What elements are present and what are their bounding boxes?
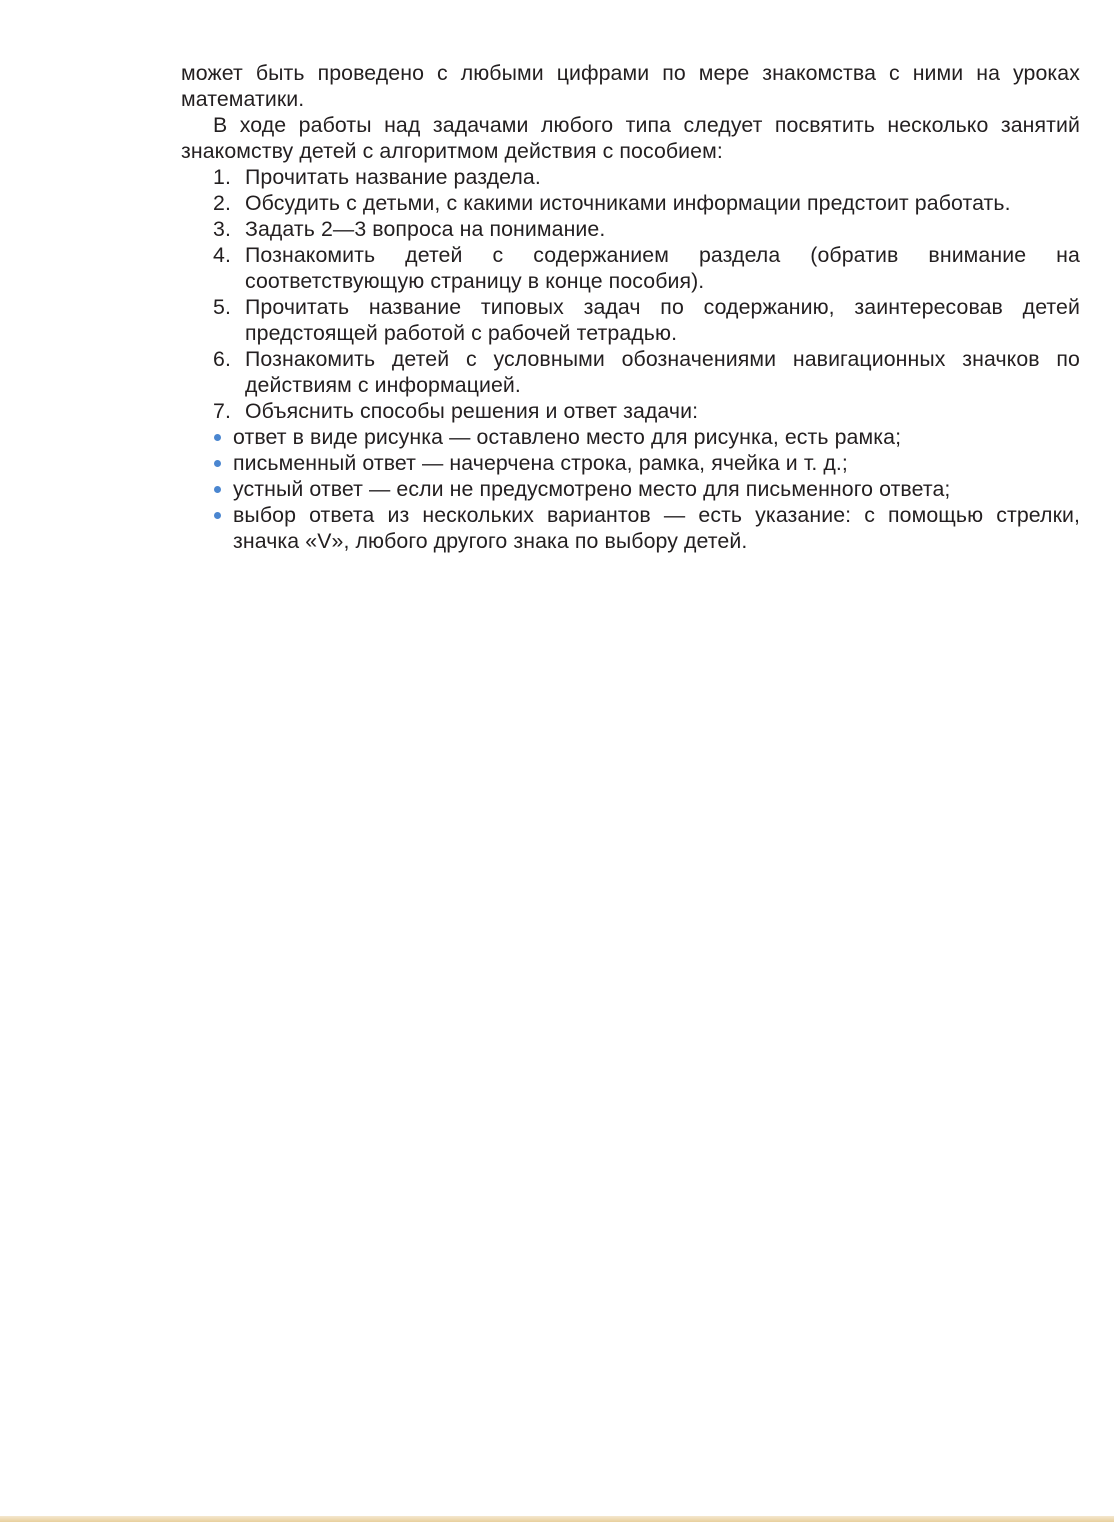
list-item — [181, 164, 1080, 190]
step-text: Задать 2—3 вопроса на понимание. — [245, 217, 606, 241]
bullet-dot-icon — [214, 434, 221, 441]
list-item — [181, 216, 1080, 242]
step-number: 7. — [213, 399, 231, 423]
bullet-text: устный ответ — если не предусмотрено место для письменного ответа; — [233, 477, 951, 501]
list-item — [181, 190, 1080, 216]
list-item — [181, 242, 1080, 294]
step-number: 6. — [213, 347, 231, 371]
step-number: 3. — [213, 217, 231, 241]
bullet-dot-icon — [214, 460, 221, 467]
list-item — [181, 424, 1080, 450]
algorithm-steps-list — [181, 164, 1080, 424]
step-text: Прочитать название типовых задач по содержанию, заинтересовав детей предстоящей работой с рабочей тетрадью. — [245, 295, 1080, 345]
bullet-dot-icon — [214, 486, 221, 493]
bullet-text: письменный ответ — начерчена строка, рамка, ячейка и т. д.; — [233, 451, 848, 475]
list-item — [181, 476, 1080, 502]
step-text: Познакомить детей с содержанием раздела (обратив внимание на соответствующую страницу в конце пособия). — [245, 243, 1080, 293]
list-item — [181, 502, 1080, 554]
step-number: 5. — [213, 295, 231, 319]
step-text: Познакомить детей с условными обозначениями навигационных значков по действиям с информацией. — [245, 347, 1080, 397]
step-text: Объяснить способы решения и ответ задачи: — [245, 399, 699, 423]
list-item — [181, 294, 1080, 346]
step-number: 1. — [213, 165, 231, 189]
bullet-text: выбор ответа из нескольких вариантов — есть указание: с помощью стрелки, значка «V», любого другого знака по выбору детей. — [233, 503, 1080, 553]
step-number: 4. — [213, 243, 231, 267]
step-number: 2. — [213, 191, 231, 215]
list-item — [181, 398, 1080, 424]
step-text: Обсудить с детьми, с какими источниками информации предстоит работать. — [245, 191, 1011, 215]
text-block — [181, 60, 1080, 554]
list-item — [181, 346, 1080, 398]
paragraph-intro: В ходе работы над задачами любого типа следует посвятить несколько занятий знакомству детей с алгоритмом действия с пособием: — [181, 113, 1080, 163]
list-item — [181, 450, 1080, 476]
bullet-text: ответ в виде рисунка — оставлено место для рисунка, есть рамка; — [233, 425, 902, 449]
page-bottom-edge — [0, 1516, 1114, 1522]
paragraph-continuation: может быть проведено с любыми цифрами по мере знакомства с ними на уроках математики. — [181, 61, 1080, 111]
answer-types-list — [181, 424, 1080, 554]
bullet-dot-icon — [214, 512, 221, 519]
step-text: Прочитать название раздела. — [245, 165, 541, 189]
